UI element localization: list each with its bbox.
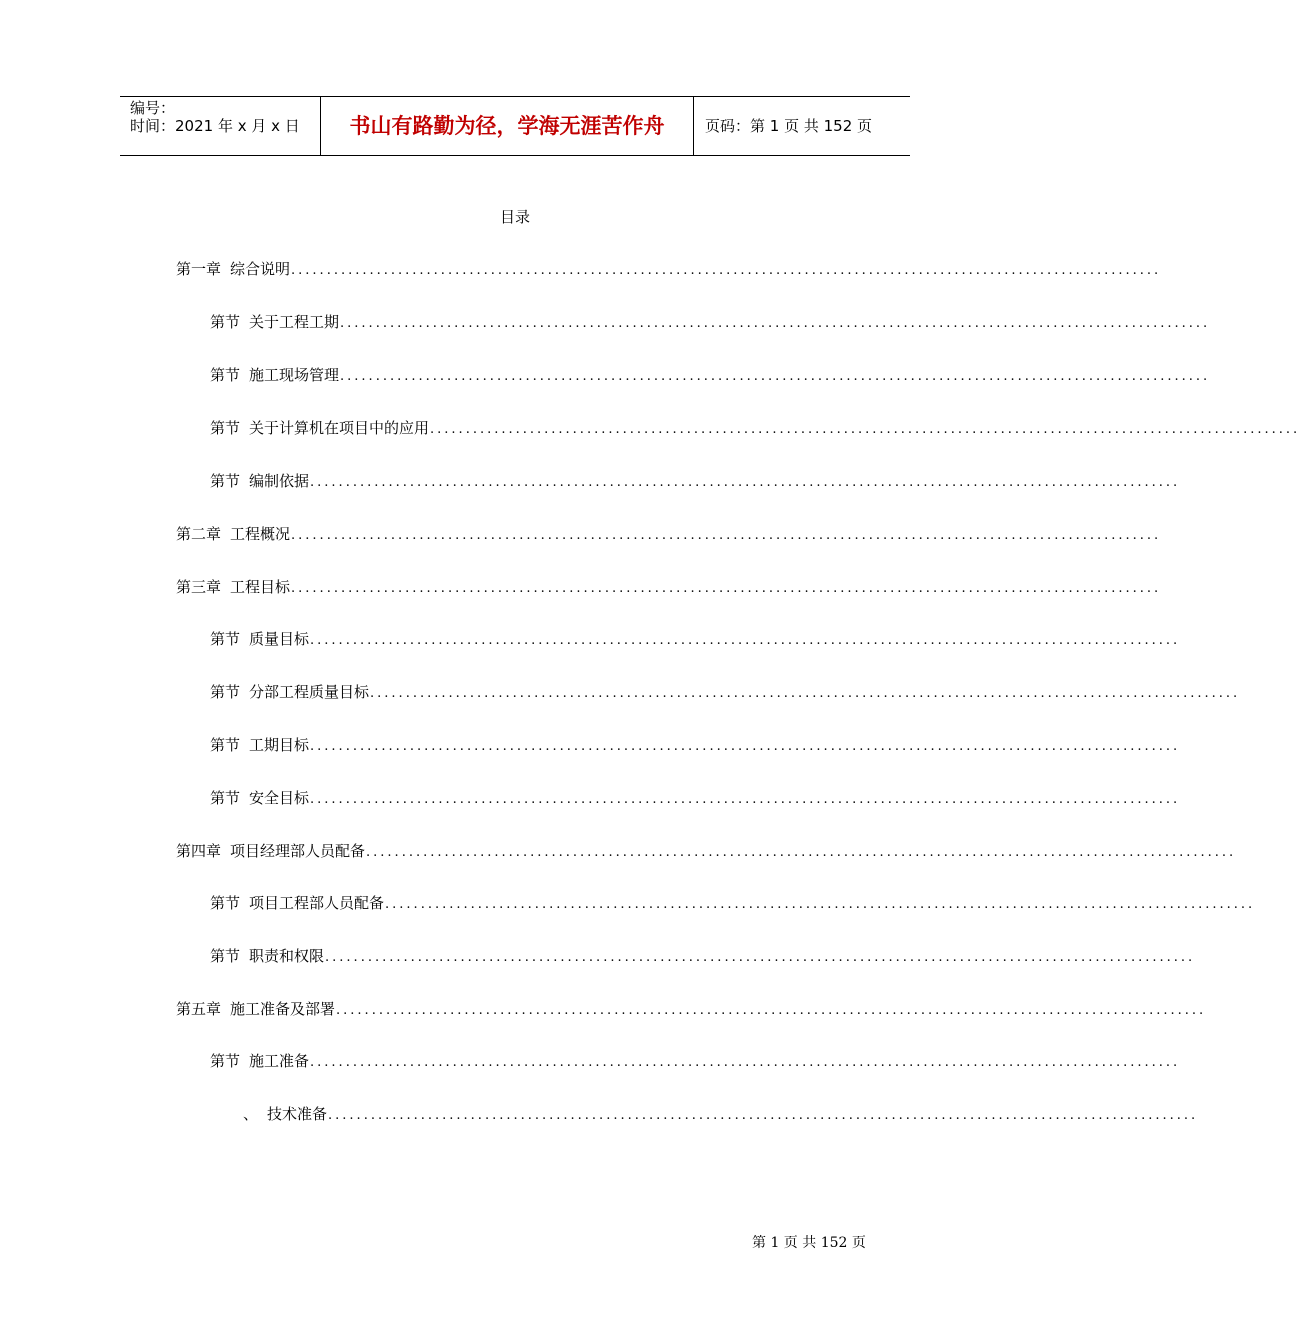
toc-entry-label: 第二章: [176, 525, 222, 543]
toc-entry-title: 工程概况: [230, 525, 291, 543]
toc-leader-dots: ..........................................................................................................................: [336, 1003, 1207, 1018]
toc-entry-label: 第节: [210, 894, 241, 912]
toc-entry-title: 施工现场管理: [249, 366, 340, 384]
toc-entry-title: 质量目标: [249, 630, 310, 648]
toc-entry[interactable]: [210, 311, 1211, 331]
header-motto: 书山有路勤为径，学海无涯苦作舟: [321, 97, 694, 155]
document-number-label: 编号：: [130, 99, 176, 117]
toc-entry-label: 第五章: [176, 1000, 222, 1018]
toc-entry[interactable]: [176, 258, 1162, 278]
toc-leader-dots: ..........................................................................................................................: [328, 1108, 1199, 1123]
toc-leader-dots: ..........................................................................................................................: [291, 581, 1162, 596]
toc-entry[interactable]: [210, 470, 1181, 490]
toc-entry[interactable]: [210, 364, 1211, 384]
header-meta-cell: [120, 97, 321, 155]
toc-leader-dots: ..........................................................................................................................: [310, 633, 1181, 648]
toc-title: 目录: [499, 208, 530, 226]
toc-entry-title: 安全目标: [249, 789, 310, 807]
document-time-label: 时间：2021 年 x 月 x 日: [130, 117, 300, 135]
toc-entry-title: 职责和权限: [249, 947, 325, 965]
toc-entry-label: 第节: [210, 683, 241, 701]
toc-leader-dots: ..........................................................................................................................: [291, 263, 1162, 278]
toc-entry-title: 工程目标: [230, 578, 291, 596]
toc-entry[interactable]: [243, 1103, 1199, 1123]
toc-leader-dots: ..........................................................................................................................: [310, 792, 1181, 807]
toc-entry-label: 第节: [210, 366, 241, 384]
toc-entry-title: 技术准备: [267, 1105, 328, 1123]
toc-entry[interactable]: [176, 576, 1162, 596]
toc-entry-label: 第一章: [176, 260, 222, 278]
page-header: [120, 96, 910, 156]
toc-entry-label: 第节: [210, 947, 241, 965]
toc-entry-label: 第节: [210, 472, 241, 490]
toc-leader-dots: ..........................................................................................................................: [370, 686, 1241, 701]
toc-entry[interactable]: [210, 628, 1181, 648]
toc-entry[interactable]: [210, 1050, 1181, 1070]
toc-entry[interactable]: [210, 734, 1181, 754]
toc-entry[interactable]: [210, 681, 1241, 701]
toc-entry-label: 第四章: [176, 842, 222, 860]
toc-entry-label: 第节: [210, 313, 241, 331]
toc-entry-label: 第节: [210, 1052, 241, 1070]
toc-leader-dots: ..........................................................................................................................: [366, 845, 1237, 860]
page-footer: 第 1 页 共 152 页: [752, 1235, 866, 1251]
toc-entry-title: 关于工程工期: [249, 313, 340, 331]
toc-entry[interactable]: [210, 787, 1181, 807]
toc-entry-title: 项目经理部人员配备: [230, 842, 366, 860]
toc-leader-dots: ..........................................................................................................................: [325, 950, 1196, 965]
toc-leader-dots: ..........................................................................................................................: [430, 422, 1300, 437]
toc-leader-dots: ..........................................................................................................................: [310, 739, 1181, 754]
toc-entry-title: 施工准备: [249, 1052, 310, 1070]
toc-leader-dots: ..........................................................................................................................: [385, 897, 1256, 912]
toc-leader-dots: ..........................................................................................................................: [291, 528, 1162, 543]
header-page-label: 页码：第 1 页 共 152 页: [705, 117, 873, 135]
toc-entry[interactable]: [210, 892, 1256, 912]
toc-entry-title: 项目工程部人员配备: [249, 894, 385, 912]
toc-entry[interactable]: [176, 998, 1207, 1018]
toc-entry-title: 综合说明: [230, 260, 291, 278]
toc-entry-title: 分部工程质量目标: [249, 683, 370, 701]
toc-entry-label: 第节: [210, 419, 241, 437]
toc-leader-dots: ..........................................................................................................................: [340, 316, 1211, 331]
toc-entry-label: 、: [243, 1105, 259, 1123]
toc-entry[interactable]: [210, 945, 1196, 965]
toc-entry-label: 第节: [210, 789, 241, 807]
toc-leader-dots: ..........................................................................................................................: [310, 475, 1181, 490]
toc-entry-label: 第节: [210, 630, 241, 648]
toc-entry[interactable]: [176, 840, 1237, 860]
toc-entry[interactable]: [210, 417, 1300, 437]
toc-entry-title: 关于计算机在项目中的应用: [249, 419, 430, 437]
toc-entry-title: 编制依据: [249, 472, 310, 490]
toc-entry[interactable]: [176, 523, 1162, 543]
toc-leader-dots: ..........................................................................................................................: [340, 369, 1211, 384]
toc-entry-title: 施工准备及部署: [230, 1000, 336, 1018]
toc-entry-label: 第节: [210, 736, 241, 754]
toc-entry-title: 工期目标: [249, 736, 310, 754]
toc-entry-label: 第三章: [176, 578, 222, 596]
toc-leader-dots: ..........................................................................................................................: [310, 1055, 1181, 1070]
